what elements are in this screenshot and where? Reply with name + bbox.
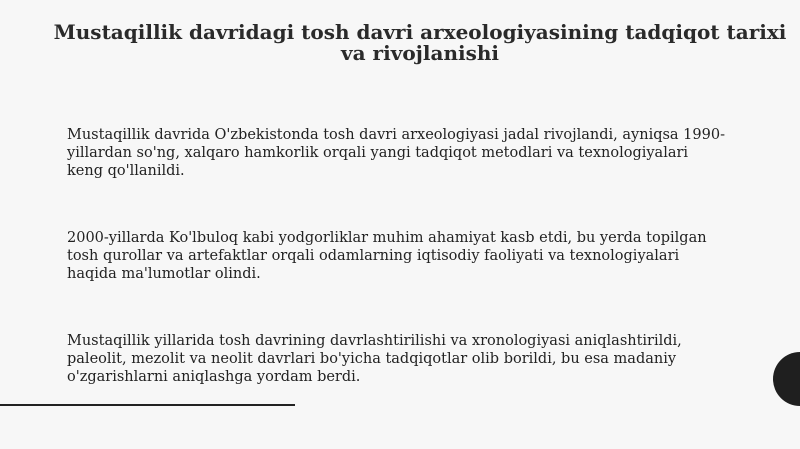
decorative-circle [773, 352, 800, 406]
paragraph-2: 2000-yillarda Ko'lbuloq kabi yodgorliklar muhim ahamiyat kasb etdi, bu yerda topilgan tosh qurollar va artefaktlar orqali odamlarning iqtisodiy faoliyati va texnologiyalari haqida ma'lumotlar olindi. [67, 230, 707, 282]
bottom-divider-line [0, 404, 295, 406]
paragraph-1: Mustaqillik davrida O'zbekistonda tosh davri arxeologiyasi jadal rivojlandi, ayniqsa 1990-yillardan so'ng, xalqaro hamkorlik orqali yangi tadqiqot metodlari va texnologiyalari keng qo'llanildi. [67, 127, 725, 179]
slide-title: Mustaqillik davridagi tosh davri arxeologiyasining tadqiqot tarixi va rivojlanishi [53, 20, 787, 65]
paragraph-3: Mustaqillik yillarida tosh davrining davrlashtirilishi va xronologiyasi aniqlashtirildi, paleolit, mezolit va neolit davrlari bo'yicha tadqiqotlar olib borildi, bu esa madaniy o'zgarishlarni aniqlashga yordam berdi. [67, 333, 682, 385]
